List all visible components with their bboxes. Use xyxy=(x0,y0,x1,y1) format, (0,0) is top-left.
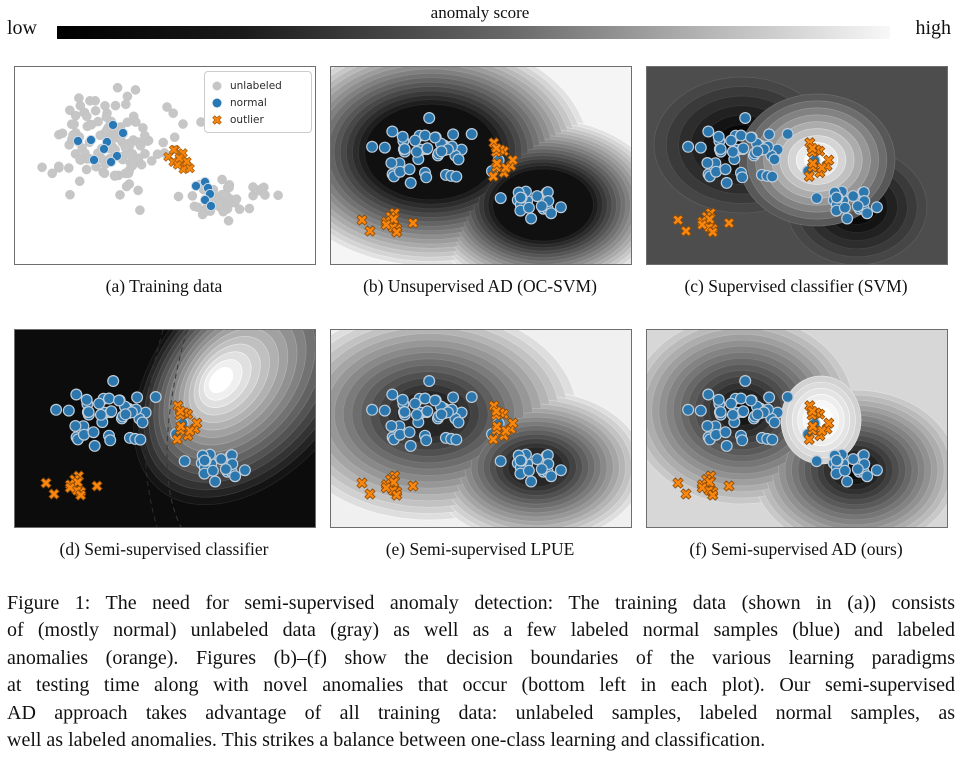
figure-caption xyxy=(7,590,955,754)
caption-line: Figure 1: The need for semi-supervised anomaly detection: The training data (shown in (a)) consists xyxy=(7,592,955,614)
subcaption-e: (e) Semi-supervised LPUE xyxy=(385,539,575,559)
plot-legend xyxy=(204,71,312,133)
legend-item-unlabeled xyxy=(211,77,307,94)
colorbar-low-label: low xyxy=(7,17,37,39)
caption-line: at testing time along with novel anomalies that occur (bottom left in each plot). Our semi-supervised xyxy=(7,674,955,697)
subcaption-f: (f) Semi-supervised AD (ours) xyxy=(689,539,903,559)
caption-line: well as labeled anomalies. This strikes a balance between one-class learning and classification. xyxy=(7,729,766,752)
caption-line: AD approach takes advantage of all training data: unlabeled samples, labeled normal samples, as xyxy=(7,701,955,724)
normal-marker-icon xyxy=(211,97,223,109)
unlabeled-marker-icon xyxy=(211,80,223,92)
panel-lpue xyxy=(330,329,632,528)
caption-line: of (mostly normal) unlabeled data (gray) as well as a few labeled normal samples (blue) and labeled xyxy=(7,619,955,642)
panel-training-data xyxy=(14,66,316,265)
colorbar-gradient xyxy=(57,26,890,39)
colorbar-title: anomaly score xyxy=(430,3,530,22)
legend-item-outlier xyxy=(211,111,307,128)
subcaption-a: (a) Training data xyxy=(105,276,223,296)
subcaption-d: (d) Semi-supervised classifier xyxy=(59,539,269,559)
legend-label: normal xyxy=(230,96,267,109)
legend-label: outlier xyxy=(230,113,264,126)
panel-ocsvm xyxy=(330,66,632,265)
panel-svm xyxy=(646,66,948,265)
legend-item-normal xyxy=(211,94,307,111)
colorbar-high-label: high xyxy=(915,17,951,39)
caption-line: anomalies (orange). Figures (b)–(f) show the decision boundaries of the various learning paradigms xyxy=(7,646,955,669)
panel-semisupervised-ad xyxy=(646,329,948,528)
subcaption-c: (c) Supervised classifier (SVM) xyxy=(684,276,908,296)
legend-label: unlabeled xyxy=(230,79,282,92)
panel-semisupervised-classifier xyxy=(14,329,316,528)
subcaption-b: (b) Unsupervised AD (OC-SVM) xyxy=(363,276,597,296)
outlier-marker-icon xyxy=(211,114,223,126)
